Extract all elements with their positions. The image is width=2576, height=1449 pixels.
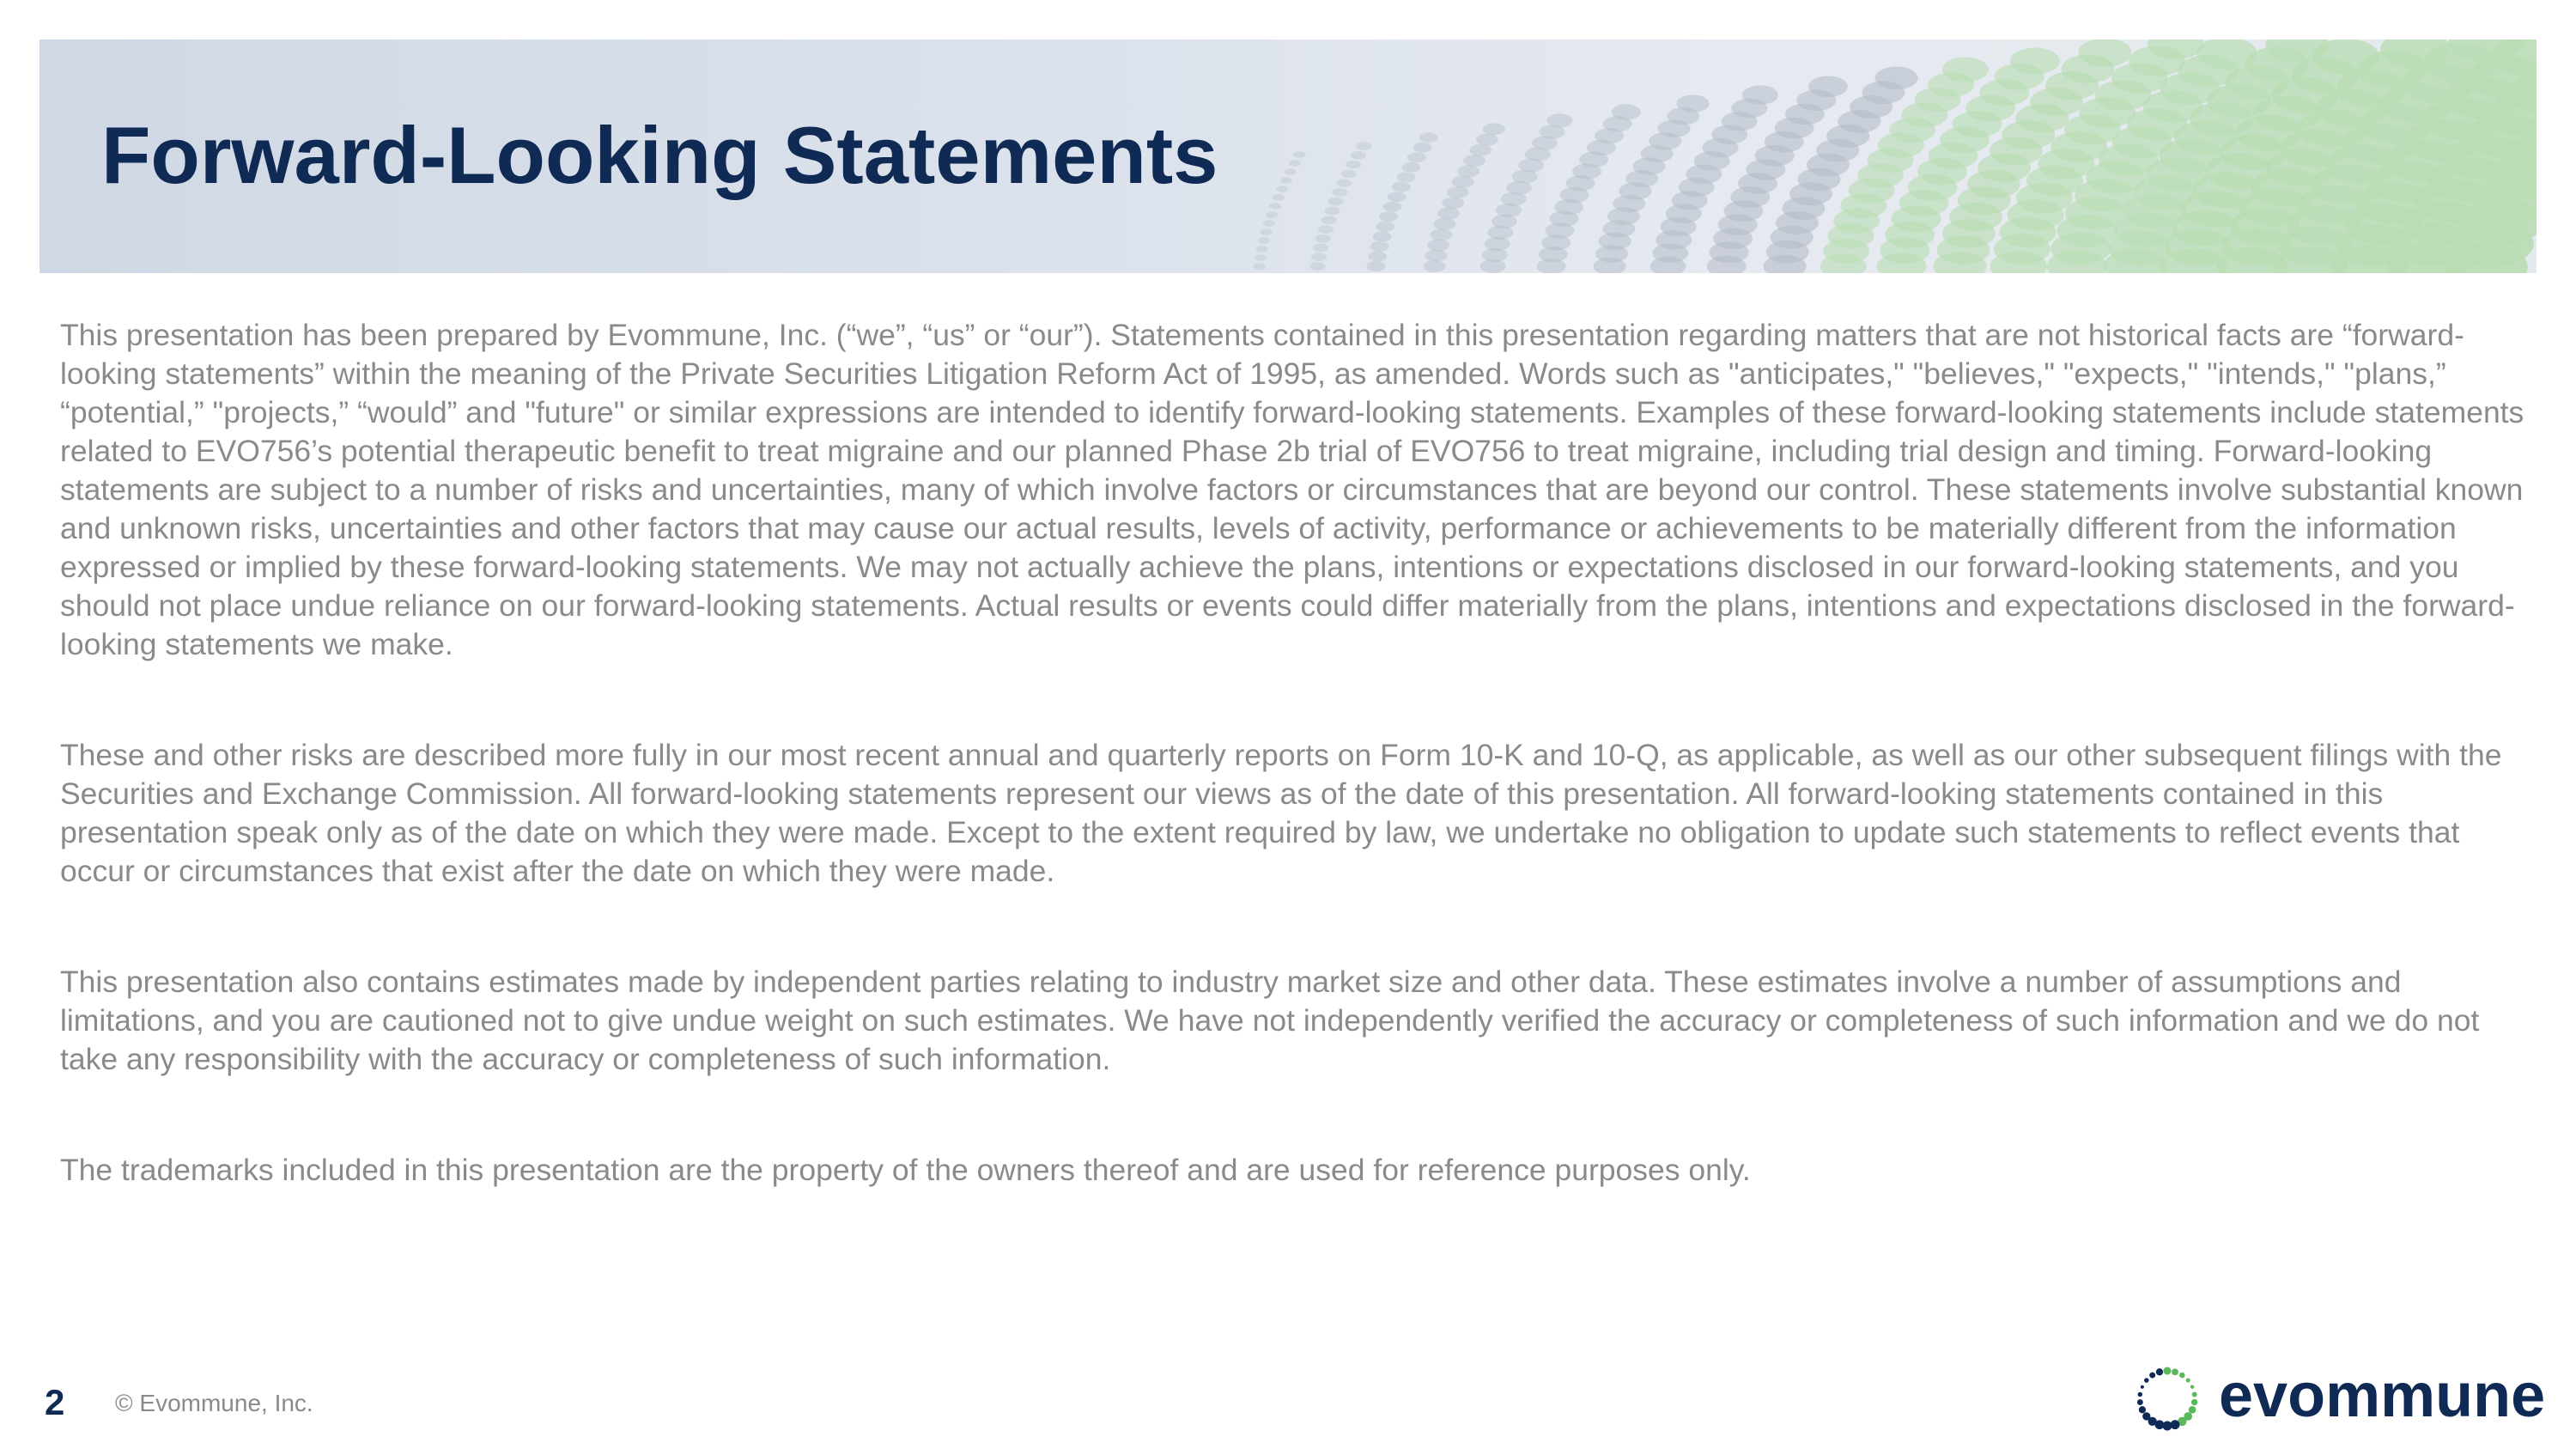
logo-dot xyxy=(2186,1379,2190,1383)
decorative-dot xyxy=(1255,254,1267,261)
decorative-dot xyxy=(1388,192,1406,202)
decorative-dot xyxy=(1253,263,1265,270)
copyright-notice: © Evommune, Inc. xyxy=(115,1390,313,1416)
logo-dot xyxy=(2138,1392,2143,1397)
logo-dot xyxy=(2141,1385,2144,1389)
decorative-dot xyxy=(1427,239,1449,251)
decorative-dot xyxy=(1370,241,1389,252)
decorative-dot xyxy=(1376,222,1394,232)
decorative-dot xyxy=(1463,155,1485,167)
logo-wordmark: evommune xyxy=(2219,1361,2546,1430)
decorative-dot xyxy=(1383,202,1402,212)
paragraph-trademarks: The trademarks included in this presentation are the property of the owners thereof and are used for reference purposes only. xyxy=(60,1153,1751,1187)
decorative-dot xyxy=(1457,165,1479,177)
decorative-dot xyxy=(1430,228,1452,240)
paragraph-forward-looking: This presentation has been prepared by Evommune, Inc. (“we”, “us” or “our”). Statements contained in this presentation regarding matters that are not historical facts are “forward-looking statements” within the meaning of the Private Securities Litigation Reform Act of 1995, as amended. Words such as "anticipates," "believes," "expects," "intends," "plans,” “potential,” "projects,” “would” and "future" or similar expressions are intended to identify forward-looking statements. Examples of these forward-looking statements include statements related to EVO756’s potential therapeutic benefit to treat migraine and our planned Phase 2b trial of EVO756 to treat migraine, including trial design and timing. Forward-looking statements are subject to a number of risks and uncertainties, many of which involve factors or circumstances that are beyond our control. These statements involve substantial known and unknown risks, uncertainties and other factors that may cause our actual results, levels of activity, performance or achievements to be materially different from the information expressed or implied by these forward-looking statements. We may not actually achieve the plans, intentions or expectations disclosed in our forward-looking statements, and you should not place undue reliance on our forward-looking statements. Actual results or events could differ materially from the plans, intentions and expectations disclosed in the forward-looking statements we make. xyxy=(60,318,2524,661)
decorative-dot xyxy=(1273,194,1285,201)
decorative-dot xyxy=(1346,161,1361,169)
logo-dot xyxy=(2189,1406,2196,1414)
decorative-dot xyxy=(1356,142,1371,150)
decorative-dot xyxy=(1256,246,1268,253)
decorative-dot xyxy=(1419,132,1438,143)
decorative-dot xyxy=(1677,94,1710,112)
decorative-dot xyxy=(1547,113,1573,127)
paragraph-estimates: This presentation also contains estimates made by independent parties relating to industry market size and other data. These estimates involve a number of assumptions and limitations, and you are cautioned not to give undue weight on such estimates. We have not independently verified the accuracy or completeness of such information and we do not take any responsibility with the accuracy or completeness of such information. xyxy=(60,965,2480,1076)
decorative-dot xyxy=(1276,186,1288,192)
decorative-dot xyxy=(1469,144,1492,156)
decorative-dot xyxy=(1261,228,1273,235)
decorative-dot xyxy=(1289,160,1301,167)
decorative-dot xyxy=(1483,123,1505,135)
decorative-dot xyxy=(1341,170,1357,179)
decorative-dot xyxy=(1402,162,1421,173)
decorative-dot xyxy=(1612,104,1641,119)
page-number: 2 xyxy=(45,1382,65,1422)
decorative-dot xyxy=(1433,218,1455,230)
logo-dot xyxy=(2192,1391,2197,1397)
decorative-dot xyxy=(1476,134,1498,146)
decorative-dot xyxy=(1258,237,1270,244)
decorative-dot xyxy=(1324,207,1340,216)
logo-dot xyxy=(2179,1373,2185,1379)
decorative-dot xyxy=(1808,76,1848,97)
company-logo xyxy=(2133,1359,2546,1433)
logo-dot xyxy=(2137,1399,2143,1405)
decorative-dot xyxy=(1315,234,1331,243)
decorative-dot xyxy=(1373,232,1392,242)
decorative-dot xyxy=(1447,186,1469,198)
decorative-dot xyxy=(1424,260,1446,272)
disclaimer-body xyxy=(60,316,2533,1190)
logo-dot xyxy=(2142,1412,2150,1420)
decorative-dot xyxy=(1367,261,1386,271)
decorative-dot xyxy=(1379,211,1398,222)
decorative-dot xyxy=(1318,225,1334,234)
decorative-dot xyxy=(1266,211,1278,218)
decorative-dot xyxy=(1332,188,1347,197)
decorative-dot xyxy=(1742,85,1778,105)
logo-dot xyxy=(2191,1399,2197,1405)
decorative-dot xyxy=(1875,66,1918,89)
decorative-dot xyxy=(1269,203,1281,210)
logo-dot xyxy=(2163,1367,2171,1374)
decorative-dot xyxy=(1368,252,1387,262)
decorative-dot xyxy=(1321,216,1336,224)
decorative-dot xyxy=(1397,172,1416,182)
decorative-dot xyxy=(1437,208,1460,220)
decorative-dot xyxy=(1942,57,1989,82)
decorative-dot xyxy=(1293,151,1305,158)
decorative-dot xyxy=(2010,48,2060,75)
logo-dot xyxy=(2144,1378,2149,1383)
decorative-dot xyxy=(1425,250,1447,262)
dotted-circle-logo-icon xyxy=(2133,1364,2210,1433)
logo-dot xyxy=(2172,1368,2178,1375)
decorative-dot xyxy=(1285,168,1297,175)
decorative-dot xyxy=(1407,152,1426,162)
decorative-dot xyxy=(1313,244,1328,253)
decorative-dot xyxy=(1351,151,1366,160)
decorative-dot xyxy=(1392,182,1411,192)
decorative-dot xyxy=(1336,179,1352,187)
logo-dot xyxy=(2139,1406,2146,1413)
decorative-dot xyxy=(1263,220,1275,227)
decorative-dot xyxy=(1311,253,1327,261)
decorative-dot xyxy=(2078,40,2131,67)
logo-dot xyxy=(2156,1368,2163,1375)
decorative-dot xyxy=(1310,262,1326,271)
logo-dot xyxy=(2190,1385,2195,1389)
decorative-dot xyxy=(1452,176,1474,188)
page-title: Forward-Looking Statements xyxy=(101,110,1218,200)
decorative-dot xyxy=(1328,198,1344,206)
paragraph-risks: These and other risks are described more fully in our most recent annual and quarterly reports on Form 10-K and 10-Q, as applicable, as well as our other subsequent filings with the Securities and Exchange Commission. All forward-looking statements represent our views as of the date of this presentation. All forward-looking statements contained in this presentation speak only as of the date on which they were made. Except to the extent required by law, we undertake no obligation to update such statements to reflect events that occur or circumstances that exist after the date on which they were made. xyxy=(60,738,2502,888)
decorative-dot xyxy=(1413,143,1432,153)
decorative-dot xyxy=(1442,197,1464,209)
decorative-dot xyxy=(1280,177,1292,184)
logo-dot xyxy=(2149,1373,2155,1379)
